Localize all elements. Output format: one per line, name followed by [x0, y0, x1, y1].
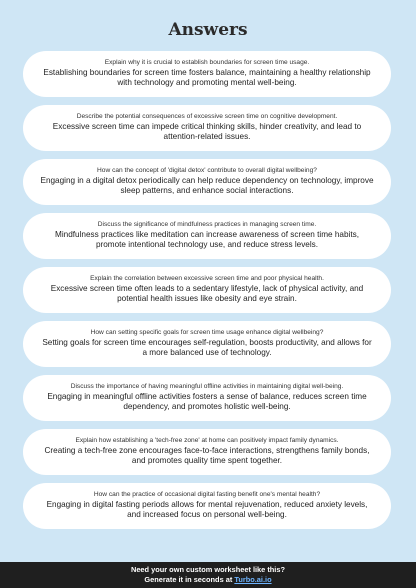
answer-card-3 — [23, 159, 391, 205]
question-text: How can the practice of occasional digital fasting benefit one's mental health? — [93, 491, 321, 499]
footer-prefix: Generate it in seconds at — [144, 575, 235, 584]
answer-card-2 — [23, 105, 391, 151]
answer-text: Engaging in a digital detox periodically can help reduce dependency on technology, improve sleep patterns, and enhance social interactions. — [40, 175, 374, 196]
answer-text: Excessive screen time often leads to a sedentary lifestyle, lack of physical activity, and potential health issues like obesity and eye strain. — [50, 283, 364, 304]
question-text: Explain why it is crucial to establish boundaries for screen time usage. — [104, 59, 310, 67]
question-text: Explain how establishing a 'tech-free zone' at home can positively impact family dynamics. — [75, 437, 339, 445]
promo-footer — [0, 562, 416, 588]
answer-list — [23, 51, 391, 537]
answer-card-9 — [23, 483, 391, 529]
footer-line-2 — [0, 575, 416, 585]
footer-link[interactable]: Turbo.ai.io — [234, 575, 272, 584]
question-text: Describe the potential consequences of excessive screen time on cognitive development. — [76, 113, 338, 121]
question-text: How can the concept of 'digital detox' contribute to overall digital wellbeing? — [97, 167, 317, 175]
answer-text: Establishing boundaries for screen time fosters balance, maintaining a healthy relationship with technology and promoting mental well-being. — [43, 67, 371, 88]
question-text: Explain the correlation between excessive screen time and poor physical health. — [90, 275, 324, 283]
answer-card-5 — [23, 267, 391, 313]
answer-text: Engaging in meaningful offline activities fosters a sense of balance, reduces screen time dependency, and promotes holistic well-being. — [47, 391, 367, 412]
answer-text: Engaging in digital fasting periods allows for mental rejuvenation, reduced anxiety levels, and increased focus on personal well-being. — [46, 499, 368, 520]
answer-text: Setting goals for screen time encourages self-regulation, boosts productivity, and allows for a more balanced use of technology. — [42, 337, 372, 358]
answer-text: Mindfulness practices like meditation can increase awareness of screen time habits, promote intentional technology use, and reduce stress levels. — [55, 229, 359, 250]
page-title: Answers — [168, 20, 248, 40]
answer-text: Creating a tech-free zone encourages face-to-face interactions, strengthens family bonds, and promotes quality time spent together. — [44, 445, 370, 466]
answer-card-6 — [23, 321, 391, 367]
answer-card-7 — [23, 375, 391, 421]
question-text: How can setting specific goals for screen time usage enhance digital wellbeing? — [90, 329, 324, 337]
answer-card-4 — [23, 213, 391, 259]
question-text: Discuss the importance of having meaningful offline activities in maintaining digital well-being. — [70, 383, 344, 391]
answer-text: Excessive screen time can impede critical thinking skills, hinder creativity, and lead to attention-related issues. — [52, 121, 362, 142]
question-text: Discuss the significance of mindfulness practices in managing screen time. — [97, 221, 317, 229]
answer-card-1 — [23, 51, 391, 97]
answer-card-8 — [23, 429, 391, 475]
footer-line-1: Need your own custom worksheet like this? — [130, 565, 285, 574]
